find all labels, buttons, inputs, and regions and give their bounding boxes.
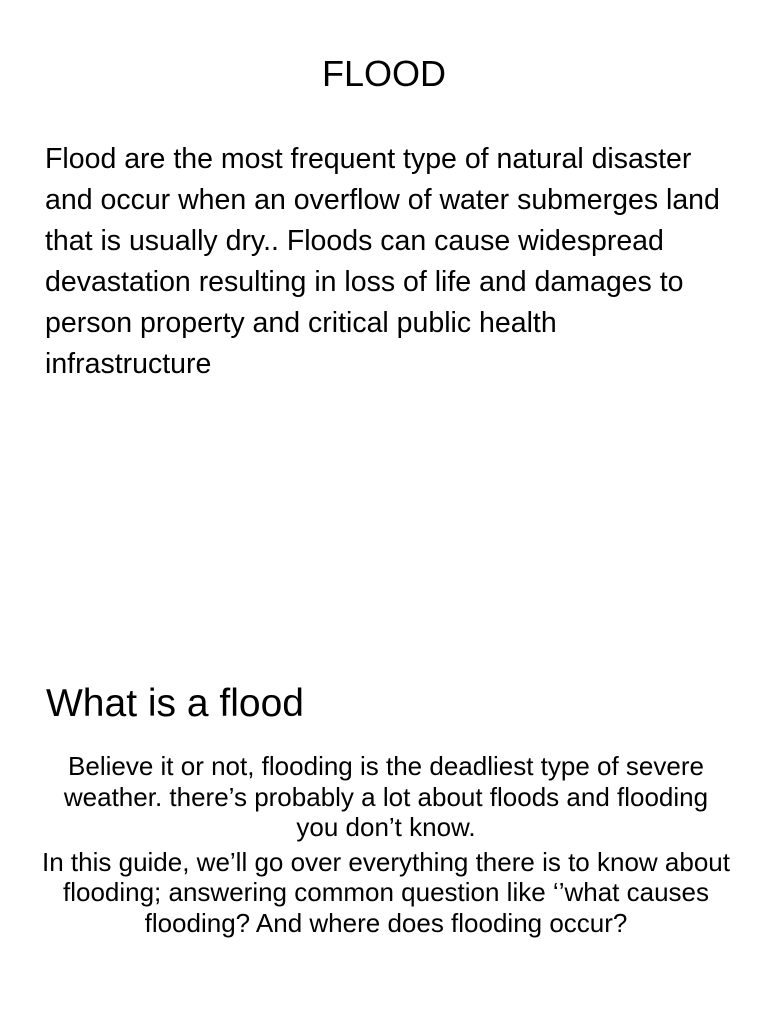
paragraph-deadliest: Believe it or not, flooding is the deadliest type of severe weather. there’s probably a lot about floods and flooding you don’t know.: [63, 751, 709, 842]
section-body: [40, 751, 732, 942]
paragraph-guide: In this guide, we’ll go over everything there is to know about flooding; answering common question like ‘’what causes flooding? And where does flooding occur?: [42, 846, 730, 938]
slide-what-is-a-flood: [0, 512, 768, 1024]
slide-title: FLOOD: [321, 53, 446, 94]
section-heading: What is a flood: [46, 682, 304, 725]
slide-body-text: Flood are the most frequent type of natural disaster and occur when an overflow of water submerges land that is usually dry.. Floods can cause widespread devastation resulting in loss of life and damages to person property and critical public health infrastructure: [45, 143, 720, 380]
